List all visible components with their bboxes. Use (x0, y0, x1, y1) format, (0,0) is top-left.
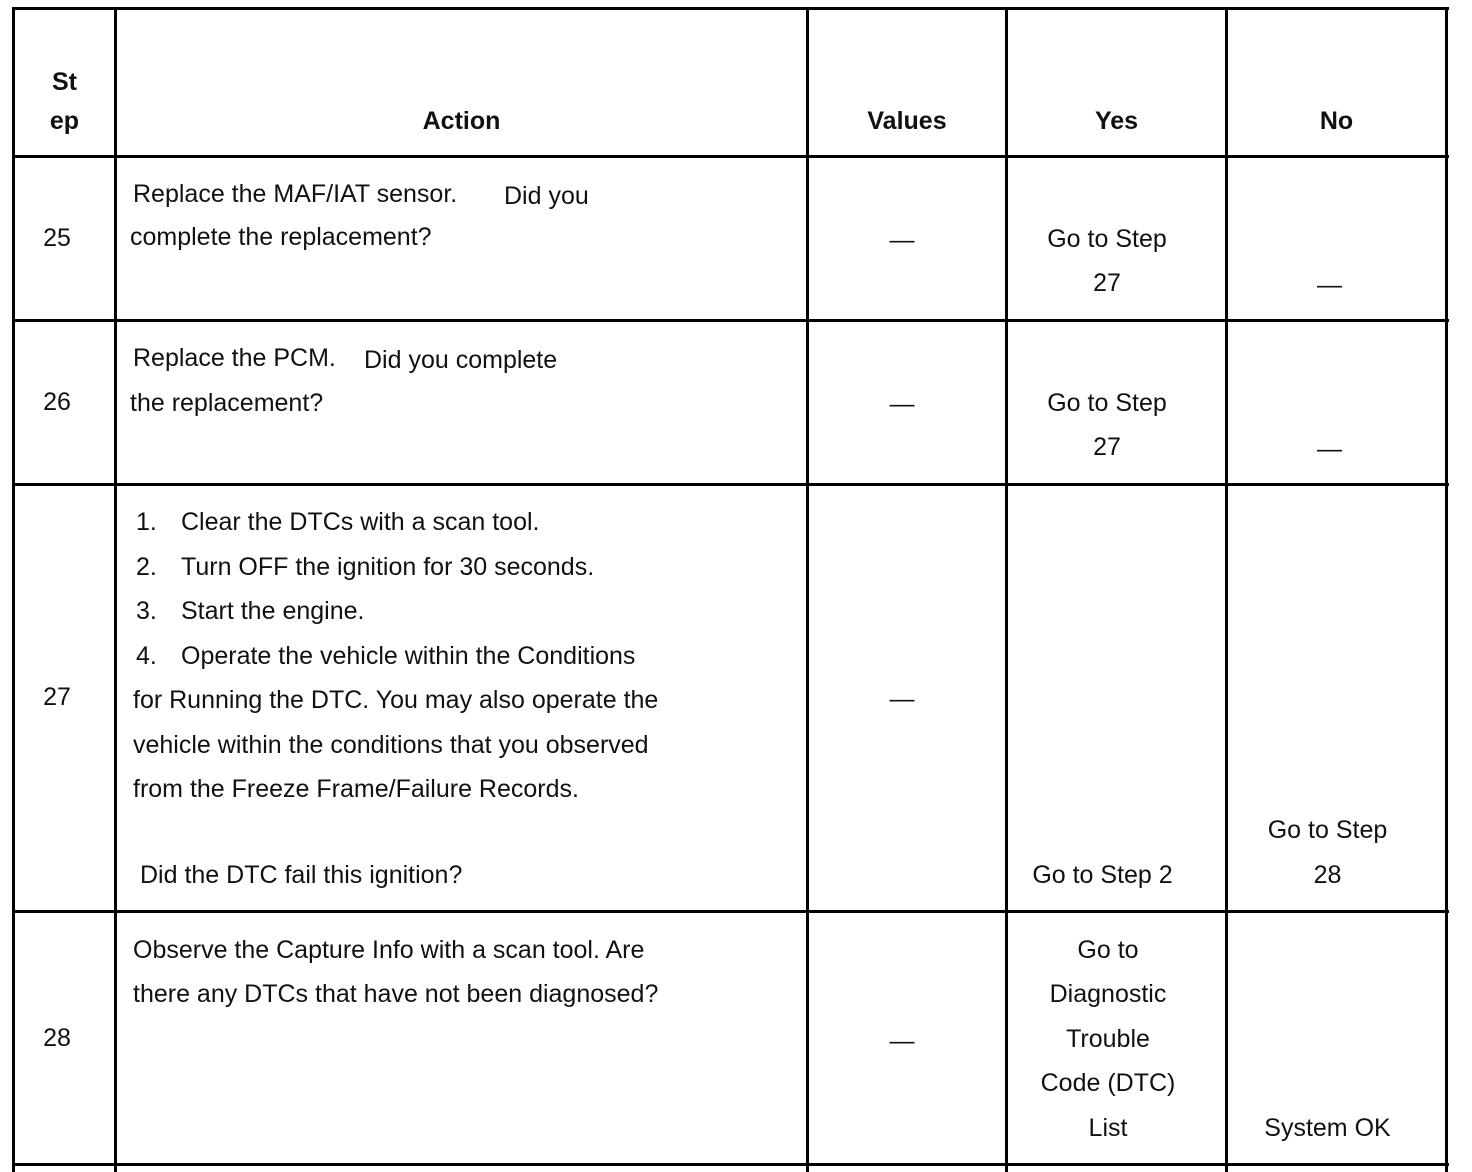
col-divider-step (114, 7, 117, 1172)
header-action: Action (422, 107, 501, 135)
list-number: 1. (136, 508, 157, 536)
header-yes: Yes (1094, 107, 1139, 135)
yes-link[interactable]: Go to (1077, 936, 1139, 964)
action-text: Replace the PCM. (133, 344, 336, 372)
list-number: 2. (136, 553, 157, 581)
action-text: Did you complete (364, 346, 558, 374)
values-cell: — (889, 226, 915, 254)
step-number: 27 (43, 683, 71, 711)
action-text: Replace the MAF/IAT sensor. (133, 180, 458, 208)
border-left (12, 7, 15, 1172)
header-divider (12, 155, 1449, 158)
list-item: Turn OFF the ignition for 30 seconds. (181, 553, 595, 581)
row-divider-25 (12, 319, 1449, 322)
list-number: 3. (136, 597, 157, 625)
border-right (1445, 7, 1448, 1172)
list-item: Start the engine. (181, 597, 365, 625)
yes-link[interactable]: Trouble (1066, 1025, 1150, 1053)
row-divider-26 (12, 483, 1449, 486)
header-step-line1: St (52, 68, 77, 96)
action-text: Observe the Capture Info with a scan tool. Are (133, 936, 645, 964)
action-text: Did you (504, 182, 589, 210)
action-text: vehicle within the conditions that you observed (133, 731, 649, 759)
action-text: from the Freeze Frame/Failure Records. (133, 775, 579, 803)
values-cell: — (889, 1027, 915, 1055)
yes-link[interactable]: Go to Step (1047, 389, 1167, 417)
row-divider-27 (12, 910, 1449, 913)
no-cell: — (1317, 271, 1342, 299)
yes-link[interactable]: Diagnostic (1049, 980, 1167, 1008)
values-cell: — (889, 685, 915, 713)
border-top (12, 7, 1449, 10)
no-cell: System OK (1264, 1114, 1391, 1142)
yes-link[interactable]: Go to Step 2 (1032, 861, 1173, 889)
action-text: for Running the DTC. You may also operate the (133, 686, 659, 714)
action-text: the replacement? (130, 389, 324, 417)
values-cell: — (889, 390, 915, 418)
col-divider-action (806, 7, 809, 1172)
yes-link[interactable]: Go to Step (1047, 225, 1167, 253)
col-divider-yes (1225, 7, 1228, 1172)
no-cell: — (1317, 435, 1342, 463)
header-step-line2: ep (49, 107, 80, 135)
yes-link[interactable]: List (1088, 1114, 1128, 1142)
step-number: 26 (43, 388, 71, 416)
list-number: 4. (136, 642, 157, 670)
action-text: complete the replacement? (130, 223, 432, 251)
step-number: 25 (43, 224, 71, 252)
yes-link[interactable]: 27 (1093, 433, 1121, 461)
action-text: there any DTCs that have not been diagnosed? (133, 980, 659, 1008)
border-bottom (12, 1163, 1449, 1166)
step-number: 28 (43, 1024, 71, 1052)
action-question: Did the DTC fail this ignition? (140, 861, 463, 889)
no-link[interactable]: Go to Step (1267, 816, 1388, 844)
header-no: No (1319, 107, 1354, 135)
yes-link[interactable]: 27 (1093, 269, 1121, 297)
yes-link[interactable]: Code (DTC) (1040, 1069, 1176, 1097)
no-link[interactable]: 28 (1313, 861, 1342, 889)
list-item: Operate the vehicle within the Conditions (181, 642, 636, 670)
list-item: Clear the DTCs with a scan tool. (181, 508, 540, 536)
header-values: Values (867, 107, 947, 135)
